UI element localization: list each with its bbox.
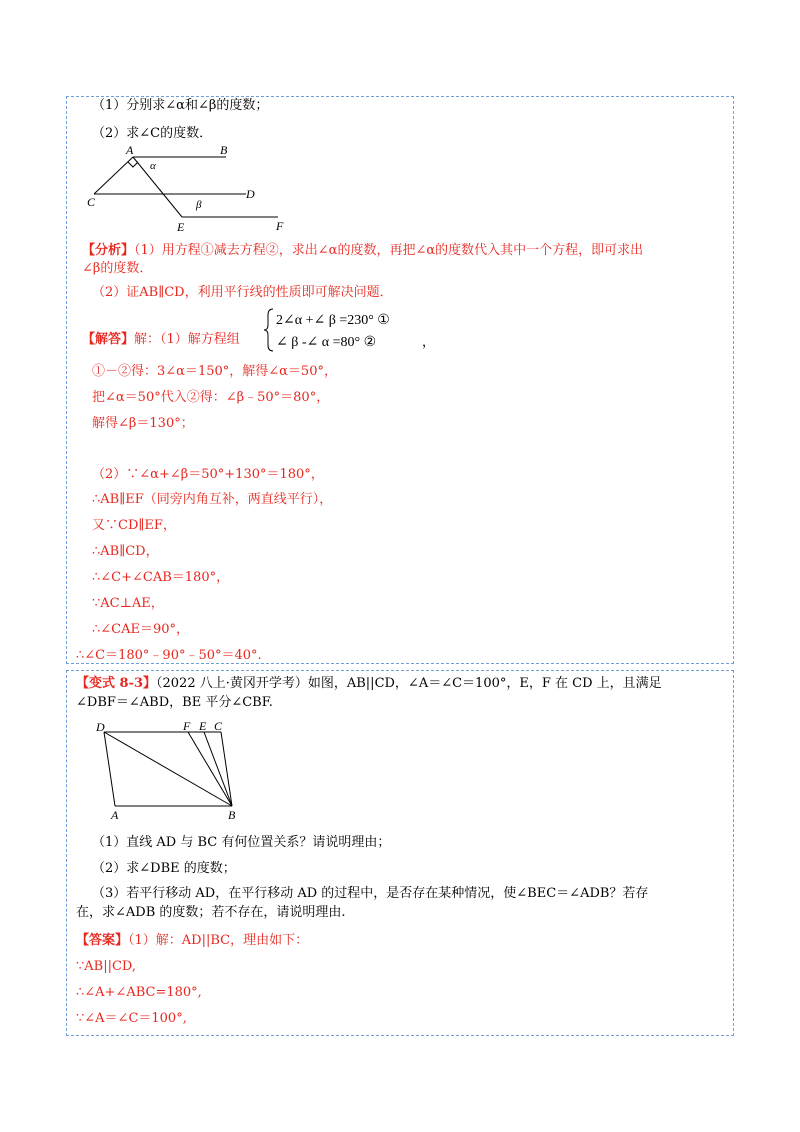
label-beta: β: [196, 199, 202, 211]
solution-step: ①－②得：3∠α＝150°，解得∠α＝50°，: [92, 364, 337, 379]
label-C: C: [214, 719, 223, 733]
label-F: F: [183, 719, 191, 733]
solution-step: （2）∵∠α+∠β＝50°+130°＝180°，: [92, 467, 324, 482]
label-E: E: [177, 220, 185, 234]
answer-text-1: （1）解：AD||BC，理由如下：: [128, 933, 309, 948]
label-B: B: [228, 808, 236, 822]
answer-step: ∴∠A+∠ABC=180°,: [76, 985, 202, 1000]
equation-1: 2∠α +∠ β =230° ①: [276, 313, 390, 328]
label-D: D: [246, 187, 255, 201]
parallel-lines-figure: [84, 142, 294, 234]
solution-step: 解得∠β＝130°；: [92, 416, 194, 431]
variant-question-1: （1）直线 AD 与 BC 有何位置关系？请说明理由；: [92, 835, 391, 850]
variant-question-3a: （3）若平行移动 AD，在平行移动 AD 的过程中，是否存在某种情况，使∠BEC＝∠ADB？若存: [92, 886, 649, 901]
label-E: E: [199, 719, 207, 733]
equation-system: [264, 307, 434, 353]
equation-2: ∠ β -∠ α =80° ②: [276, 335, 377, 350]
solution-step: ∴AB∥CD，: [92, 544, 159, 559]
solution-tag: 【解答】: [82, 332, 135, 347]
solution-step: ∵AC⊥AE，: [92, 596, 164, 611]
label-D: D: [96, 720, 105, 734]
analysis-text-2: ∠β的度数．: [82, 261, 153, 276]
label-F: F: [276, 219, 284, 233]
variant-question-2: （2）求∠DBE 的度数；: [92, 861, 236, 876]
question-2: （2）求∠C的度数．: [92, 126, 213, 141]
label-alpha: α: [150, 160, 156, 172]
analysis-tag: 【分析】: [82, 243, 135, 258]
solution-step: ∴∠CAE＝90°，: [92, 622, 190, 637]
solution-step: 又∵CD∥EF，: [92, 518, 176, 533]
solution-step: ∴∠C+∠CAB＝180°，: [92, 570, 230, 585]
label-A: A: [111, 808, 119, 822]
variant-question-3b: 在，求∠ADB 的度数；若不存在，请说明理由.: [76, 905, 346, 920]
label-C: C: [87, 195, 96, 209]
variant-intro-1: （2022 八上·黄冈开学考）如图，AB||CD，∠A＝∠C＝100°，E，F 在 CD 上，且满足: [156, 676, 662, 691]
solution-intro: 解：（1）解方程组: [134, 332, 240, 347]
answer-step: ∵∠A＝∠C＝100°,: [76, 1011, 187, 1026]
label-B: B: [220, 143, 228, 157]
solution-step: ∴AB∥EF（同旁内角互补，两直线平行），: [92, 492, 333, 507]
solution-step: 把∠α＝50°代入②得：∠β﹣50°＝80°，: [92, 390, 330, 405]
analysis-text-1: （1）用方程①减去方程②，求出∠α的度数，再把∠α的度数代入其中一个方程，即可求出: [134, 243, 644, 258]
question-1: （1）分别求∠α和∠β的度数；: [92, 98, 269, 113]
answer-step: ∵AB||CD,: [76, 959, 137, 974]
equation-comma: ，: [422, 335, 436, 350]
variant-intro-2: ∠DBF＝∠ABD，BE 平分∠CBF.: [76, 695, 273, 710]
analysis-text-3: （2）证AB∥CD，利用平行线的性质即可解决问题．: [92, 285, 393, 300]
solution-step: ∴∠C＝180°﹣90°﹣50°＝40°.: [76, 648, 262, 663]
parallelogram-figure: [92, 718, 242, 822]
answer-tag: 【答案】: [76, 933, 129, 948]
variant-tag: 【变式 8-3】: [76, 676, 157, 691]
label-A: A: [126, 143, 134, 157]
